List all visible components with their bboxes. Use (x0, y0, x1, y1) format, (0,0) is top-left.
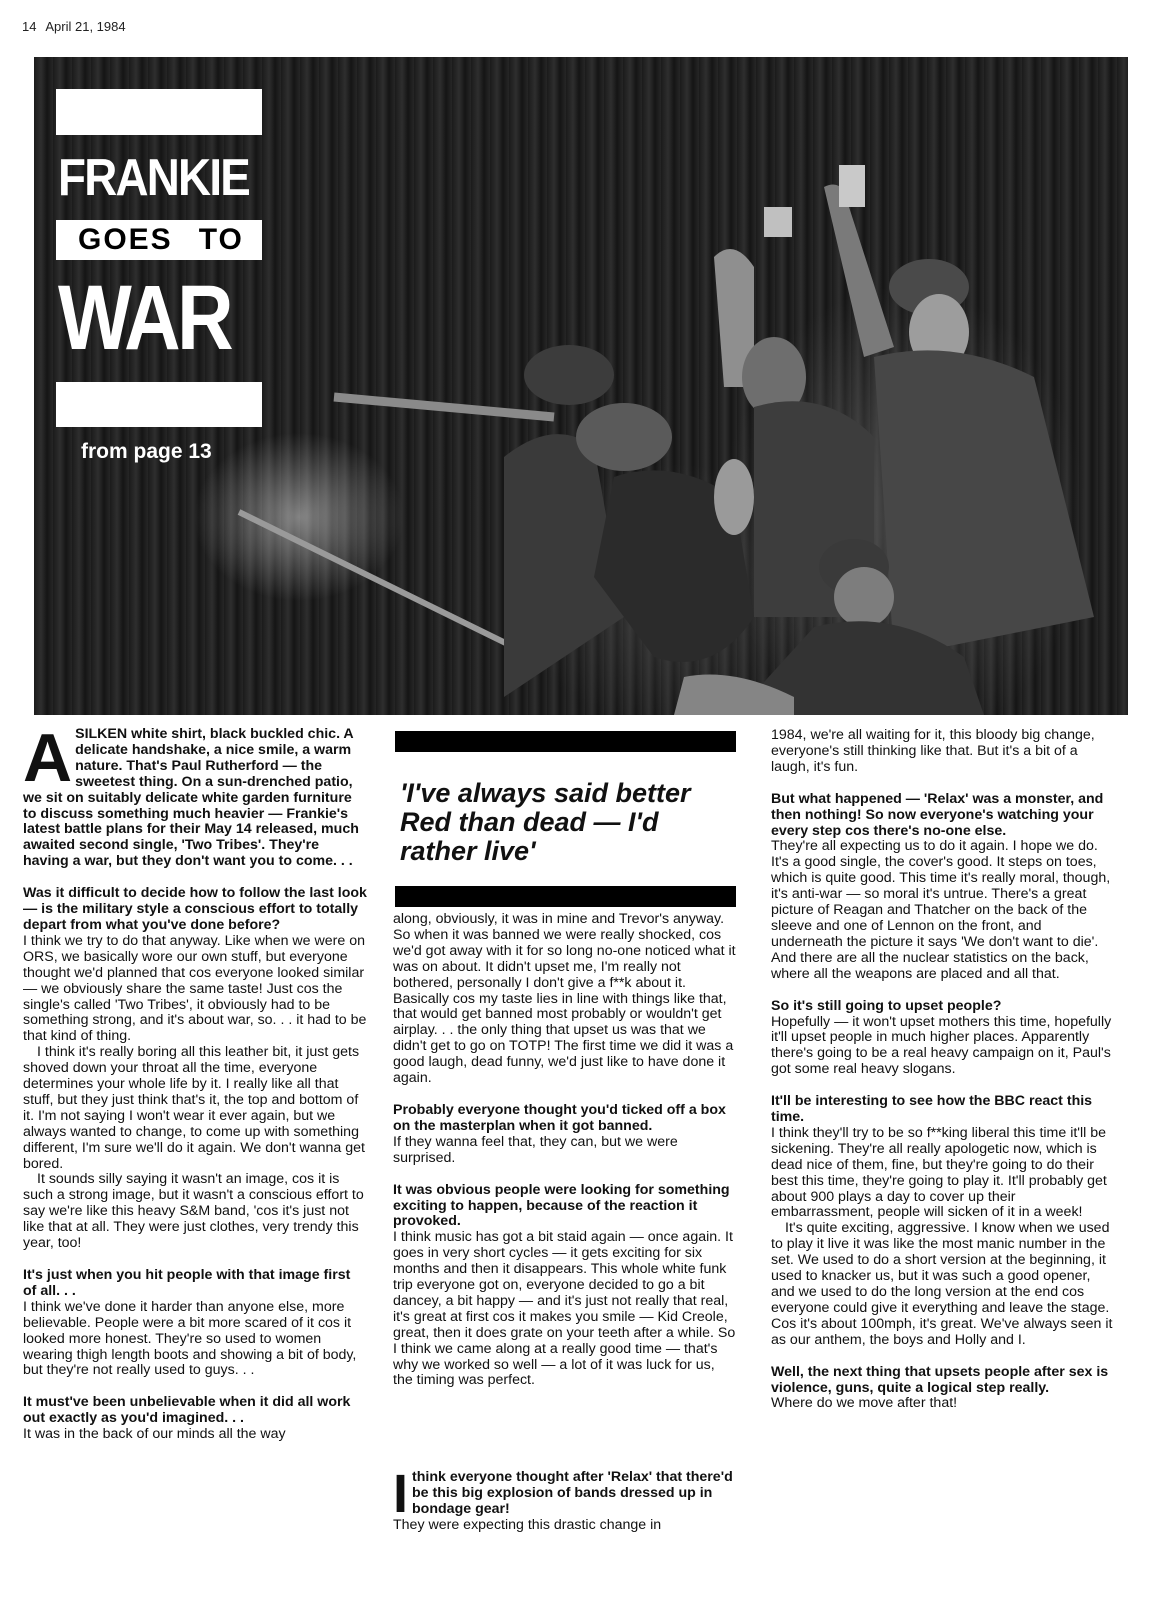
answer: I think music has got a bit staid again — once again. It goes in very short cycles — it gets exciting for six months and then it disappears. This whole white funk trip everyone got on, everyone decided to go a bit dancey, a bit happy — and it's just not really that real, it's great at first cos it makes you smile — Kid Creole, great, then it does grate on your teeth after a while. So I think we came along at a really good time — that's why we worked so well — a lot of it was luck for us, the timing was perfect. (393, 1229, 736, 1389)
answer: Hopefully — it won't upset mothers this time, hopefully it'll upset people in much higher places. Apparently there's going to be a real heavy campaign on it, Paul's got some real heavy slogans. (771, 1013, 1112, 1078)
headline-goes-to: GOES TO (56, 220, 262, 260)
white-title-bar (56, 382, 262, 427)
helmet-icon (524, 345, 614, 405)
question: It must've been unbelievable when it did all work out exactly as you'd imagined. . . (23, 1394, 351, 1427)
issue-date: April 21, 1984 (45, 19, 126, 34)
question: It was obvious people were looking for something exciting to happen, because of the reaction it provoked. (393, 1181, 730, 1230)
answer: Where do we move after that! (771, 1395, 958, 1412)
answer: along, obviously, it was in mine and Trevor's anyway. So when it was banned we were really shocked, cos we'd got away with it for so long no-one noticed what it was on about. It didn't upset me, I'm really not bothered, personally I don't give a f**k about it. Basically cos my taste lies in line with things like that, that would get banned most probably or wouldn't get airplay. . . the only thing that upset us was that we didn't get to go on TOTP! The first time we did it was a good laugh, dead funny, we'd just like to have done it again. (393, 911, 736, 1087)
pullquote-rule-top (395, 731, 736, 752)
rifle-barrel-icon (239, 512, 534, 657)
white-title-bar (56, 89, 262, 135)
question: Well, the next thing that upsets people after sex is violence, guns, quite a logical step really. (771, 1363, 1109, 1396)
answer: They're all expecting us to do it again. I hope we do. It's a good single, the cover's good. It steps on toes, which is quite good. This time it's really moral, though, it's anti-war — so moral it's untrue. There's a great picture of Reagan and Thatcher on the back of the sleeve and one of Lennon on the front, and underneath the picture it says 'We don't want to die'. And there are all the nuclear statistics on the back, where all the weapons are placed and all that. (771, 838, 1111, 982)
article-column-2-bottom (393, 1464, 738, 1534)
question: Ithink everyone thought after 'Relax' that there'd be this big explosion of bands dressed up in bondage gear! (393, 1464, 733, 1524)
question: But what happened — 'Relax' was a monster, and then nothing! So now everyone's watching your every step cos there's no-one else. (771, 790, 1104, 839)
question: It's just when you hit people with that image first of all. . . (23, 1267, 351, 1299)
article-column-2 (393, 912, 738, 1389)
headline-war: WAR (58, 267, 231, 369)
answer: 1984, we're all waiting for it, this bloody big change, everyone's still thinking like that. But it's a bit of a laugh, it's fun. (771, 727, 1095, 775)
question: Probably everyone thought you'd ticked off a box on the masterplan when it got banned. (393, 1101, 726, 1134)
folio (22, 19, 132, 34)
answer: If they wanna feel that, they can, but we were surprised. (393, 1133, 678, 1166)
pistol-icon (839, 165, 865, 207)
question: Was it difficult to decide how to follow the last look — is the military style a conscious effort to totally depart from what you've done before? (23, 885, 367, 933)
answer: I think they'll try to be so f**king liberal this time it'll be sickening. They're all really apologetic now, which is dead nice of them, fine, but they're going to do their best this time, they're going to play it. It'll probably get about 900 plays a day to cover up their embarrassment, people will sicken of it in a week! (771, 1124, 1107, 1221)
rifle-barrel-icon (334, 397, 554, 417)
lead-photo (34, 57, 1128, 715)
soldier-figure-icon (874, 350, 1094, 657)
answer: I think we try to do that anyway. Like when we were on ORS, we basically wore our own stuff, but everyone thought we'd planned that cos everyone looked similar — we obviously share the same taste! Just cos the single's called 'Two Tribes', it obviously had to be something strong, and it's about war, so. . . it had to be that kind of thing. (23, 932, 367, 1045)
pull-quote: 'I've always said better Red than dead — I'd rather live' (400, 778, 691, 866)
drop-cap: A (23, 720, 73, 796)
article-column-1 (23, 720, 367, 1443)
answer: It was in the back of our minds all the way (23, 1426, 286, 1443)
helmet-icon (576, 403, 672, 471)
question: It'll be interesting to see how the BBC react this time. (771, 1093, 1093, 1126)
answer: They were expecting this drastic change in (393, 1516, 662, 1533)
arm-icon (714, 459, 754, 535)
pistol-icon (764, 207, 792, 237)
continued-from-page: from page 13 (81, 440, 212, 463)
article-column-3 (771, 728, 1116, 1412)
answer: It sounds silly saying it wasn't an image, cos it is such a strong image, but it wasn't a conscious effort to say we're like this heavy S&M band, 'cos it's just not like that at all. They were just clothes, very trendy this year, too! (23, 1171, 364, 1252)
pullquote-rule-bottom (395, 886, 736, 907)
headline-frankie: FRANKIE (58, 149, 250, 207)
head-icon (834, 567, 894, 627)
drop-cap: I (393, 1464, 409, 1524)
arm-icon (824, 185, 894, 358)
question: So it's still going to upset people? (771, 997, 1002, 1014)
answer: It's quite exciting, aggressive. I know when we used to play it live it was like the most manic number in the set. We used to do a short version at the beginning, it used to knacker us, but it was such a good opener, and we used to do the long version at the end cos everyone could give it everything and leave the stage. Cos it's about 100mph, it's great. We've always seen it as our anthem, the boys and Holly and I. (771, 1220, 1113, 1348)
answer: I think we've done it harder than anyone else, more believable. People were a bit more scared of it cos it looked more honest. They're so used to women wearing thigh length boots and showing a bit of body, but they're not really used to guys. . . (23, 1298, 357, 1379)
answer: I think it's really boring all this leather bit, it just gets shoved down your throat all the time, everyone determines your whole life by it. I really like all that stuff, but they just think that's it, the top and bottom of it. I'm not saying I won't wear it ever again, but we always wanted to change, to come up with something different, I'm sure we'll do it again. We don't wanna get bored. (23, 1044, 365, 1172)
page-number: 14 (22, 19, 37, 34)
intro-paragraph: ASILKEN white shirt, black buckled chic. A delicate handshake, a nice smile, a warm nature. That's Paul Rutherford — the sweetest thing. On a sun-drenched patio, we sit on suitably delicate white garden furniture to discuss something much heavier — Frankie's latest battle plans for their May 14 released, much awaited second single, 'Two Tribes'. They're having a war, but they don't want you to come. . . (23, 720, 359, 870)
